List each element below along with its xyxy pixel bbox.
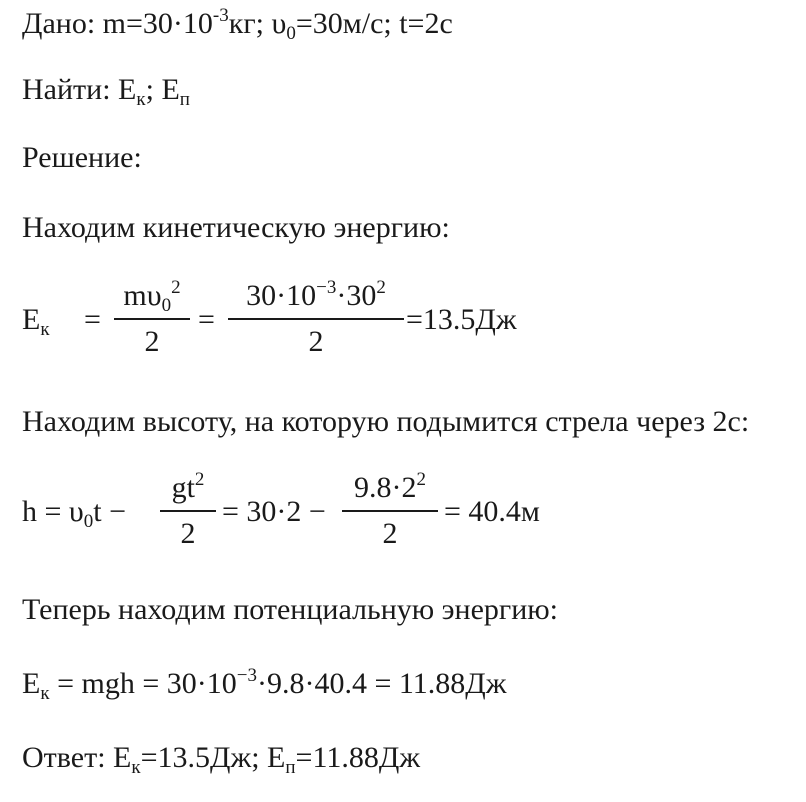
formula1-fraction-2: [228, 278, 404, 360]
answer-kinetic-subscript: к: [131, 757, 141, 778]
height-formula: [22, 470, 642, 560]
formula1-fraction-2-bar: [228, 318, 404, 320]
find-potential-subscript: п: [179, 89, 190, 110]
given-mass-unit: кг; υ: [228, 7, 287, 40]
formula3-lhs: E: [22, 667, 41, 700]
formula1-lhs-subscript: к: [40, 319, 50, 340]
formula3-equals-mgh: = mgh: [57, 667, 135, 700]
formula1-fraction-2-numerator: $30\cdot 10^{-3}\cdot 30^2$: [246, 277, 386, 312]
formula2-fraction-1-denominator: 2: [180, 517, 196, 550]
formula2-fraction-2-numerator: $9.8\cdot 2^2$: [354, 469, 426, 504]
answer-kinetic: E: [113, 741, 132, 774]
find-line: [22, 72, 190, 108]
find-separator: ;: [145, 73, 154, 106]
given-velocity-time: =30м/с; t=2с: [295, 7, 453, 40]
step1-text: Находим кинетическую энергию:: [22, 211, 450, 244]
formula1-result: =13.5Дж: [406, 303, 517, 336]
formula2-fraction-1-bar: [160, 510, 216, 512]
find-potential: E: [161, 73, 180, 106]
formula2-result: = 40.4м: [444, 495, 540, 528]
answer-line: [22, 740, 420, 776]
step3-text: Теперь находим потенциальную энергию:: [22, 593, 559, 626]
formula2-lhs-subscript: 0: [83, 511, 94, 532]
formula1-fraction-1-denominator: 2: [144, 325, 160, 358]
answer-label: Ответ:: [22, 741, 106, 774]
given-velocity-subscript: 0: [286, 23, 296, 44]
answer-potential-subscript: п: [285, 757, 296, 778]
answer-potential: E: [267, 741, 286, 774]
formula1-fraction-1-numerator: $m\upsilon_0^2$: [123, 277, 181, 316]
formula3-rhs: = $30\cdot 10^{-3}\cdot 9.8\cdot 40.4 = 11.88Дж$: [142, 665, 507, 700]
formula1-equals-1: =: [84, 303, 101, 336]
formula3-exponent: −3: [236, 665, 257, 686]
answer-kinetic-value: =13.5Дж;: [140, 741, 260, 774]
formula1-fraction-2-denominator: 2: [308, 325, 324, 358]
given-mass: m=30·10: [102, 7, 213, 40]
formula2-fraction-2: [342, 470, 438, 552]
formula1-lhs: $E_к$: [22, 303, 50, 340]
given-mass-exponent: -3: [212, 5, 229, 26]
formula1-fraction-1: [114, 278, 190, 360]
step2-text: Находим высоту, на которую подымится стрела через 2с:: [22, 405, 750, 438]
find-label: Найти:: [22, 73, 111, 106]
answer-potential-value: =11.88Дж: [295, 741, 421, 774]
kinetic-energy-formula: [22, 278, 622, 368]
formula2-fraction-2-denominator: 2: [382, 517, 398, 550]
formula1-fraction-1-bar: [114, 318, 190, 320]
formula2-fraction-2-bar: [342, 510, 438, 512]
solution-label: Решение:: [22, 141, 142, 174]
find-kinetic-subscript: к: [136, 89, 146, 110]
formula3-lhs-subscript: к: [40, 683, 50, 704]
formula2-fraction-1: [160, 470, 216, 552]
formula2-middle: = 30·2 −: [222, 495, 326, 528]
potential-energy-formula: [22, 666, 506, 702]
formula2-lhs: $h = \upsilon_0t$ −: [22, 495, 127, 532]
given-label: Дано:: [22, 7, 96, 40]
formula2-fraction-1-numerator: $gt^2$: [171, 469, 205, 504]
find-kinetic: E: [118, 73, 137, 106]
formula1-equals-2: =: [198, 303, 215, 336]
given-line: [22, 6, 453, 42]
